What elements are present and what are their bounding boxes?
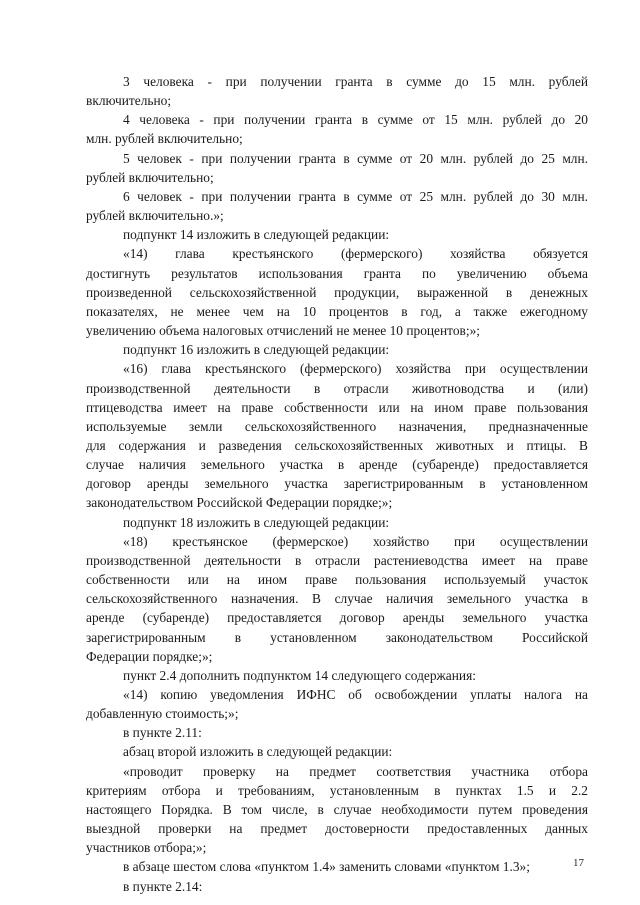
text-line: производственной деятельности в отрасли животноводства и (или) (86, 380, 588, 396)
text-line: 5 человек - при получении гранта в сумме от 20 млн. рублей до 25 млн. (123, 150, 588, 166)
text-line: 4 человека - при получении гранта в сумме от 15 млн. рублей до 20 (123, 112, 588, 128)
text-line: произведенной сельскохозяйственной продукции, выраженной в денежных (86, 284, 588, 300)
text-line: договор аренды земельного участка зарегистрированным в установленном (86, 476, 588, 492)
text-line: млн. рублей включительно; (86, 131, 243, 147)
text-line: рублей включительно.»; (86, 208, 224, 224)
text-line: «проводит проверку на предмет соответствия участника отбора (123, 763, 588, 779)
text-line: добавленную стоимость;»; (86, 706, 239, 722)
text-line: подпункт 16 изложить в следующей редакции: (123, 342, 390, 358)
text-line: критериям отбора и требованиям, установленным в пунктах 1.5 и 2.2 (86, 782, 588, 798)
text-line: «16) глава крестьянского (фермерского) хозяйства при осуществлении (123, 361, 588, 377)
text-line: настоящего Порядка. В том числе, в случае необходимости путем проведения (86, 801, 588, 817)
text-line: подпункт 14 изложить в следующей редакции: (123, 227, 390, 243)
text-line: подпункт 18 изложить в следующей редакции: (123, 514, 390, 530)
text-line: в пункте 2.11: (123, 725, 202, 741)
text-line: Федерации порядке;»; (86, 648, 213, 664)
text-line: для содержания и разведения сельскохозяйственных животных и птицы. В (86, 437, 588, 453)
text-line: случае наличия земельного участка в аренде (субаренде) предоставляется (86, 457, 588, 473)
text-line: в пункте 2.14: (123, 878, 203, 894)
text-line: участников отбора;»; (86, 840, 207, 856)
text-line: 3 человека - при получении гранта в сумме до 15 млн. рублей (123, 74, 588, 89)
document-body (86, 72, 588, 896)
page-number: 17 (573, 857, 584, 869)
text-line: аренде (субаренде) предоставляется договор аренды земельного участка (86, 610, 588, 626)
text-line: «14) копию уведомления ИФНС об освобождении уплаты налога на (123, 687, 588, 702)
text-line: птицеводства имеет на праве собственности или на ином праве пользования (86, 399, 588, 415)
text-line: включительно; (86, 93, 172, 109)
text-line: абзац второй изложить в следующей редакции: (123, 744, 393, 760)
text-line: используемые земли сельскохозяйственного назначения, предназначенные (86, 418, 588, 434)
text-line: выездной проверки на предмет достоверности предоставленных данных (86, 821, 588, 837)
text-line: в абзаце шестом слова «пунктом 1.4» заменить словами «пунктом 1.3»; (123, 859, 530, 875)
text-line: «14) глава крестьянского (фермерского) хозяйства обязуется (123, 246, 588, 262)
text-line: производственной деятельности в отрасли растениеводства имеет на праве (86, 552, 588, 568)
text-line: зарегистрированным в установленном законодательством Российской (86, 629, 588, 645)
text-line: пункт 2.4 дополнить подпунктом 14 следующего содержания: (123, 667, 476, 683)
text-line: достигнуть результатов использования гранта по увеличению объема (86, 265, 588, 281)
text-line: сельскохозяйственного назначения. В случае наличия земельного участка в (86, 591, 588, 607)
text-line: увеличению объема налоговых отчислений не менее 10 процентов;»; (86, 323, 480, 339)
text-line: законодательством Российской Федерации порядке;»; (86, 495, 393, 511)
text-line: «18) крестьянское (фермерское) хозяйство при осуществлении (123, 533, 588, 549)
text-line: показателях, не менее чем на 10 процентов в год, а также ежегодному (86, 303, 588, 319)
text-line: собственности или на ином праве пользования используемый участок (86, 572, 588, 588)
text-line: рублей включительно; (86, 169, 214, 185)
text-line: 6 человек - при получении гранта в сумме от 25 млн. рублей до 30 млн. (123, 188, 588, 204)
